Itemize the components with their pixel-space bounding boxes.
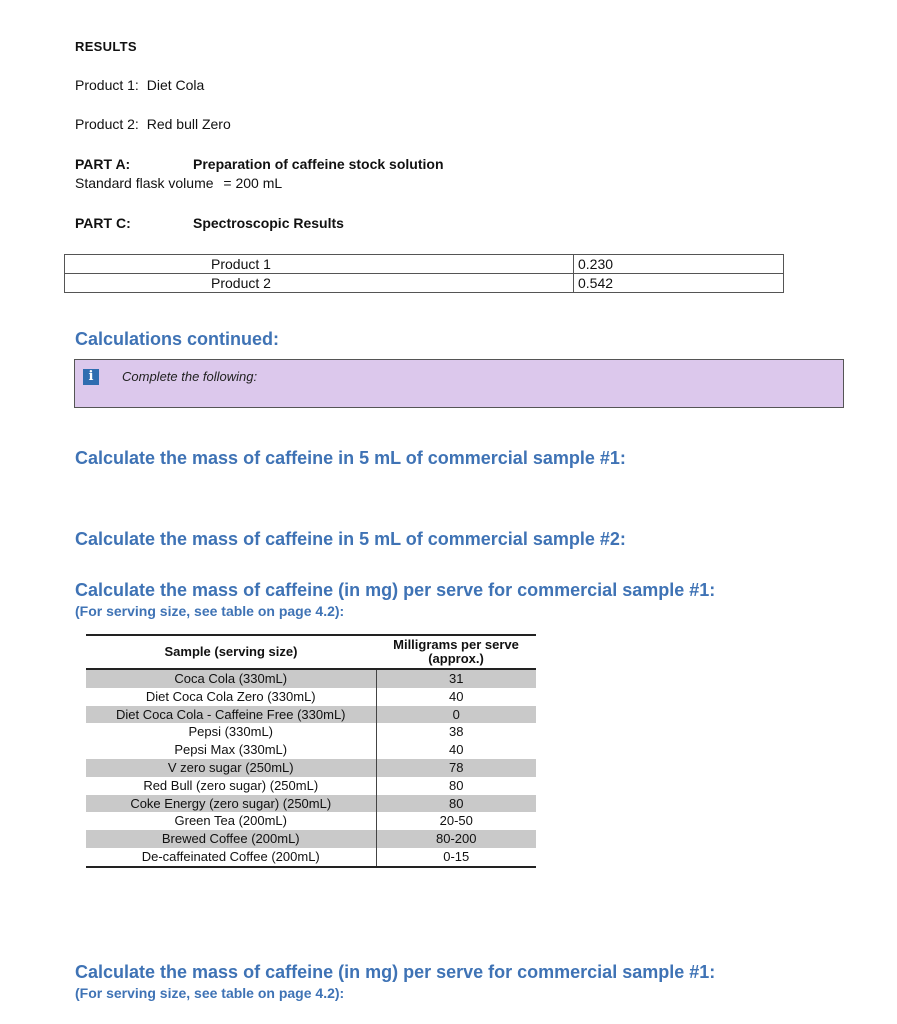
column-header-mg-line1: Milligrams per serve (393, 637, 519, 652)
table-row (86, 830, 536, 848)
calculations-heading: Calculations continued: (75, 329, 280, 349)
table-row (86, 688, 536, 706)
question-3-subtext: (For serving size, see table on page 4.2): (75, 603, 345, 619)
instruction-callout (74, 359, 844, 408)
product-1-value: Diet Cola (146, 77, 205, 93)
sample-name: Coca Cola (330mL) (86, 669, 376, 688)
question-4-subtext: (For serving size, see table on page 4.2): (75, 985, 345, 1001)
caffeine-content-table (86, 634, 536, 868)
table-row (86, 777, 536, 795)
mg-per-serve: 80 (376, 795, 536, 813)
flask-volume-label: Standard flask volume (75, 175, 214, 191)
mg-per-serve: 31 (376, 669, 536, 688)
sample-name: Diet Coca Cola Zero (330mL) (145, 688, 316, 704)
callout-text: Complete the following: (122, 369, 258, 384)
mg-per-serve: 0-15 (376, 848, 536, 867)
sample-name: Coke Energy (zero sugar) (250mL) (86, 795, 376, 813)
product-1-line (75, 77, 204, 93)
mg-per-serve: 78 (376, 759, 536, 777)
part-a-title: Preparation of caffeine stock solution (193, 156, 444, 172)
table-row (65, 274, 784, 293)
table-row (86, 723, 536, 741)
question-2: Calculate the mass of caffeine in 5 mL of commercial sample #2: (75, 529, 626, 549)
sample-name: Green Tea (200mL) (174, 813, 287, 829)
mg-per-serve: 20-50 (376, 812, 536, 830)
column-header-mg (376, 635, 536, 669)
product-2-value: Red bull Zero (146, 116, 231, 132)
mg-per-serve: 80 (376, 777, 536, 795)
mg-per-serve: 40 (376, 741, 536, 759)
mg-per-serve: 0 (376, 706, 536, 724)
sample-name: Pepsi Max (330mL) (174, 742, 288, 758)
part-c-label: PART C: (75, 215, 131, 231)
table-row (86, 741, 536, 759)
spectroscopic-results-table (64, 254, 784, 293)
sample-name: Diet Coca Cola - Caffeine Free (330mL) (86, 706, 376, 724)
question-1: Calculate the mass of caffeine in 5 mL of commercial sample #1: (75, 448, 626, 468)
spectro-absorbance-value: 0.542 (574, 274, 784, 293)
question-4: Calculate the mass of caffeine (in mg) per serve for commercial sample #1: (75, 962, 716, 982)
table-row (86, 759, 536, 777)
part-a-label: PART A: (75, 156, 131, 172)
sample-name: Red Bull (zero sugar) (250mL) (143, 777, 319, 793)
table-row (86, 795, 536, 813)
product-2-label: Product 2: (75, 116, 139, 132)
part-c-title: Spectroscopic Results (193, 215, 344, 231)
sample-name: V zero sugar (250mL) (86, 759, 376, 777)
product-1-label: Product 1: (75, 77, 139, 93)
flask-volume-line (75, 175, 282, 191)
mg-per-serve: 40 (376, 688, 536, 706)
mg-per-serve: 80-200 (376, 830, 536, 848)
product-2-line (75, 116, 231, 132)
table-row (65, 255, 784, 274)
column-header-mg-line2: (approx.) (428, 651, 484, 666)
spectro-absorbance-value: 0.230 (574, 255, 784, 274)
sample-name: De-caffeinated Coffee (200mL) (86, 848, 376, 867)
table-header-row (86, 635, 536, 669)
sample-name: Pepsi (330mL) (188, 724, 274, 740)
column-header-sample: Sample (serving size) (86, 635, 376, 669)
flask-volume-value: = 200 mL (223, 175, 283, 191)
spectro-product-name: Product 2 (65, 274, 574, 293)
table-row (86, 848, 536, 867)
sample-name: Brewed Coffee (200mL) (86, 830, 376, 848)
spectro-product-name: Product 1 (65, 255, 574, 274)
info-icon: i (83, 369, 99, 385)
table-row (86, 706, 536, 724)
table-row (86, 669, 536, 688)
table-row (86, 812, 536, 830)
results-heading: RESULTS (75, 39, 137, 54)
mg-per-serve: 38 (376, 723, 536, 741)
question-3: Calculate the mass of caffeine (in mg) per serve for commercial sample #1: (75, 580, 716, 600)
